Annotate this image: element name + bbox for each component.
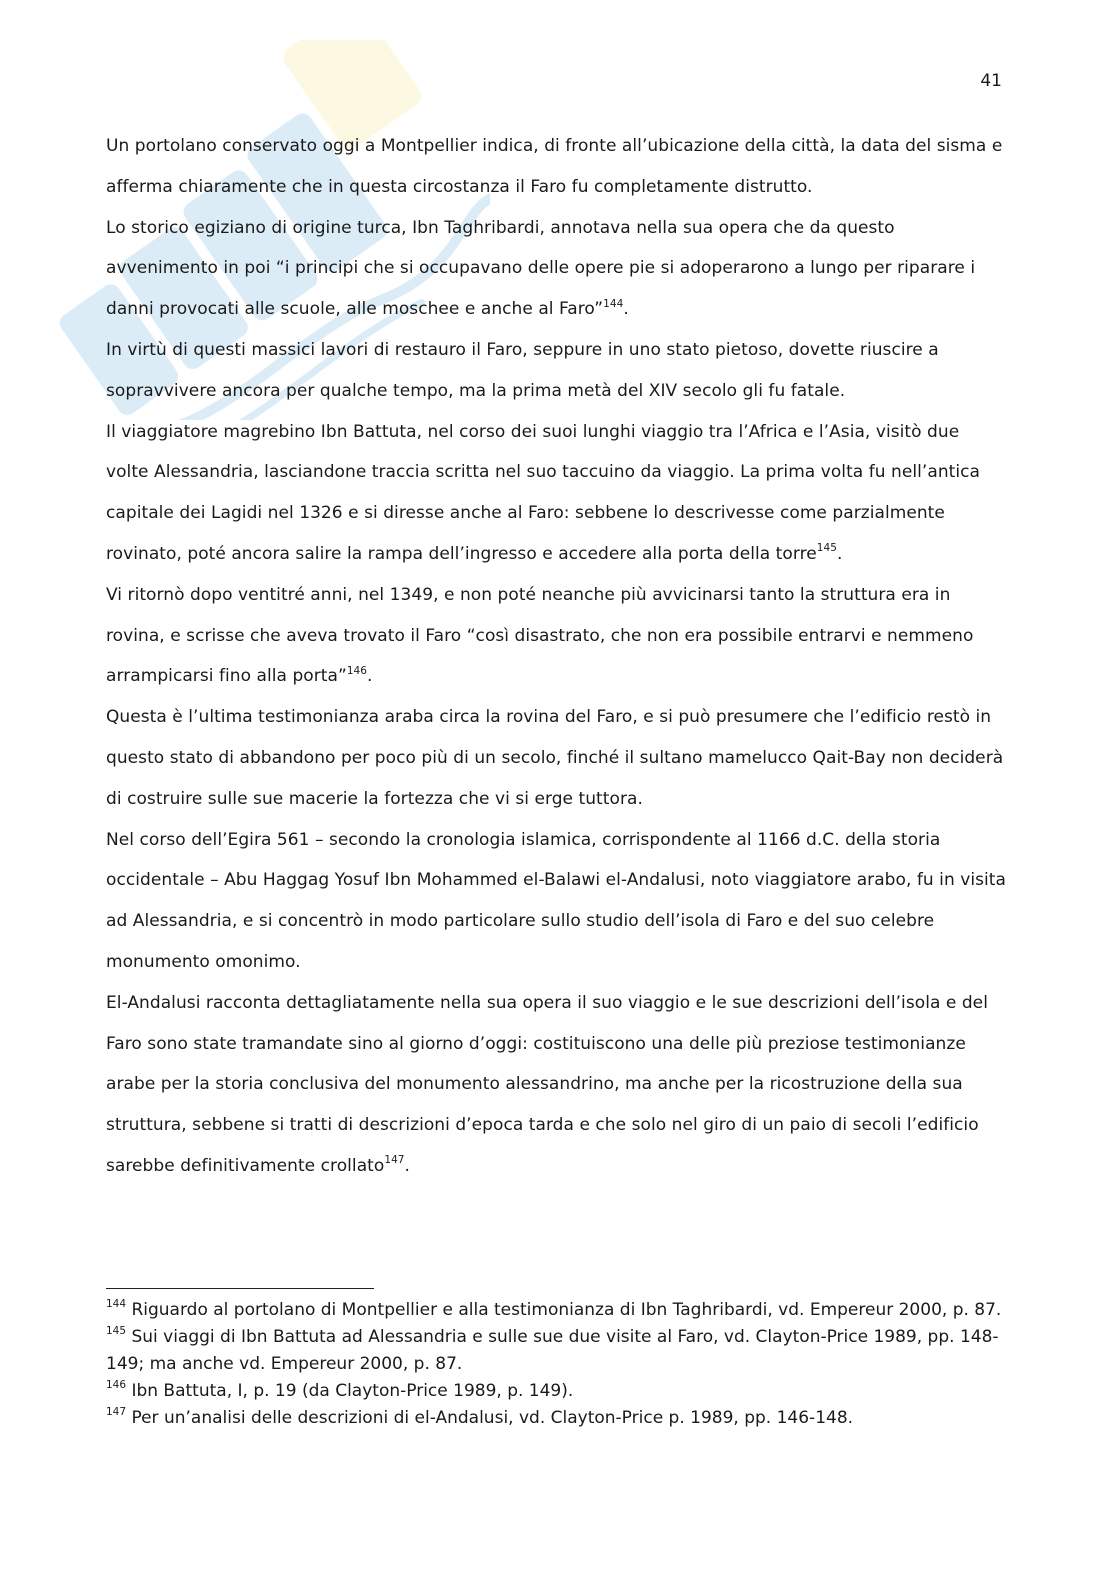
- paragraph-text: .: [623, 299, 629, 320]
- paragraph-text: Nel corso dell’Egira 561 – secondo la cronologia islamica, corrispondente al 1166 d.C. della storia occidentale – Abu Haggag Yosuf Ibn Mohammed el-Balawi el-Andalusi, noto viaggiatore arabo, fu in visita ad Alessandria, e si concentrò in modo particolare sullo studio dell’isola di Faro e del suo celebre monumento omonimo.: [106, 829, 1006, 972]
- body-paragraph: [106, 697, 1006, 819]
- body-paragraph: [106, 330, 1006, 412]
- paragraph-text: Un portolano conservato oggi a Montpellier indica, di fronte all’ubicazione della città, la data del sisma e afferma chiaramente che in questa circostanza il Faro fu completamente distrutto.: [106, 136, 1003, 197]
- footnote-ref: 144: [603, 297, 624, 310]
- footnote-number: 147: [106, 1406, 127, 1419]
- footnote-number: 144: [106, 1298, 127, 1311]
- footnote: [106, 1297, 1006, 1324]
- paragraph-text: In virtù di questi massici lavori di restauro il Faro, seppure in uno stato pietoso, dovette riuscire a sopravvivere ancora per qualche tempo, ma la prima metà del XIV secolo gli fu fatale.: [106, 339, 939, 401]
- paragraph-text: Lo storico egiziano di origine turca, Ibn Taghribardi, annotava nella sua opera che da questo avvenimento in poi “i principi che si occupavano delle opere pie si adoperarono a lungo per riparare i danni provocati alle scuole, alle moschee e anche al Faro”: [106, 217, 976, 320]
- footnote: [106, 1324, 1006, 1378]
- paragraph-text: El-Andalusi racconta dettagliatamente nella sua opera il suo viaggio e le sue descrizioni dell’isola e del Faro sono state tramandate sino al giorno d’oggi: costituiscono una delle più preziose testimonianze arabe per la storia conclusiva del monumento alessandrino, ma anche per la ricostruzione della sua struttura, sebbene si tratti di descrizioni d’epoca tarda e che solo nel giro di un paio di secoli l’edificio sarebbe definitivamente crollato: [106, 992, 988, 1176]
- paragraph-text: Questa è l’ultima testimonianza araba circa la rovina del Faro, e si può presumere che l’edificio restò in questo stato di abbandono per poco più di un secolo, finché il sultano mamelucco Qait-Bay non deciderà di costruire sulle sue macerie la fortezza che vi si erge tuttora.: [106, 707, 1004, 809]
- body-paragraph: [106, 820, 1006, 983]
- page-number: 41: [980, 71, 1002, 91]
- footnote-number: 145: [106, 1325, 127, 1338]
- footnotes: [106, 1297, 1006, 1432]
- footnote-separator: [106, 1288, 374, 1289]
- footnote-text: Sui viaggi di Ibn Battuta ad Alessandria e sulle sue due visite al Faro, vd. Clayton-Price 1989, pp. 148-149; ma anche vd. Empereur 2000, p. 87.: [106, 1327, 999, 1374]
- footnote-ref: 147: [384, 1154, 405, 1167]
- footnote-ref: 145: [816, 542, 837, 555]
- footnote-text: Per un’analisi delle descrizioni di el-Andalusi, vd. Clayton-Price p. 1989, pp. 146-148.: [126, 1408, 854, 1428]
- paragraph-text: .: [367, 666, 373, 687]
- body-paragraph: [106, 208, 1006, 330]
- footnote-ref: 146: [346, 664, 368, 677]
- paragraph-text: .: [836, 543, 843, 564]
- footnote-text: Riguardo al portolano di Montpellier e alla testimonianza di Ibn Taghribardi, vd. Empereur 2000, p. 87.: [126, 1300, 1002, 1320]
- paragraph-text: Il viaggiatore magrebino Ibn Battuta, nel corso dei suoi lunghi viaggio tra l’Africa e l’Asia, visitò due volte Alessandria, lasciandone traccia scritta nel suo taccuino da viaggio. La prima volta fu nell’antica capitale dei Lagidi nel 1326 e si diresse anche al Faro: sebbene lo descrivesse come parzialmente rovinato, poté ancora salire la rampa dell’ingresso e accedere alla porta della torre: [106, 421, 980, 564]
- body-paragraph: [106, 983, 1006, 1187]
- body-paragraph: [106, 575, 1006, 697]
- footnote-text: Ibn Battuta, I, p. 19 (da Clayton-Price 1989, p. 149).: [126, 1381, 574, 1401]
- body-paragraph: [106, 126, 1006, 208]
- main-text: [106, 126, 1006, 1187]
- footnote: [106, 1405, 1006, 1432]
- body-paragraph: [106, 412, 1006, 575]
- footnote-number: 146: [106, 1379, 127, 1392]
- paragraph-text: .: [404, 1155, 411, 1176]
- paragraph-text: Vi ritornò dopo ventitré anni, nel 1349, e non poté neanche più avvicinarsi tanto la struttura era in rovina, e scrisse che aveva trovato il Faro “così disastrato, che non era possibile entrarvi e nemmeno arrampicarsi fino alla porta”: [106, 584, 974, 687]
- footnote: [106, 1378, 1006, 1405]
